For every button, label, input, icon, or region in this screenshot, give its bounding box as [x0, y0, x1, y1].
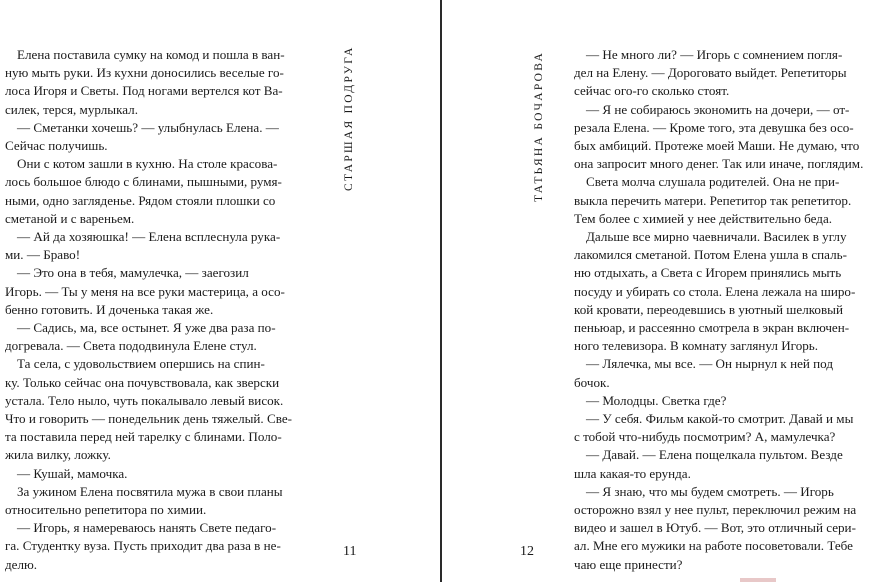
text-line: Что и говорить — понедельник день тяжелый. Све- [5, 411, 292, 427]
text-line: — Я знаю, что мы будем смотреть. — Игорь [586, 483, 834, 499]
text-line: Света молча слушала родителей. Она не при- [586, 174, 840, 190]
text-line: ного телевизора. В комнату заглянул Игорь. [574, 338, 819, 354]
text-line: та поставила перед ней тарелку с блинами. Поло- [5, 429, 282, 445]
text-line: — Кушай, мамочка. [17, 465, 128, 481]
text-line: — Ай да хозяюшка! — Елена всплеснула рука- [17, 229, 281, 245]
text-line: — Молодцы. Светка где? [586, 392, 727, 408]
text-line: Игорь. — Ты у меня на все руки мастерица, а осо- [5, 283, 285, 299]
right-page-body [574, 46, 881, 574]
text-line: осторожно взял у нее пульт, переключил режим на [574, 502, 857, 518]
text-line: — Игорь, я намереваюсь нанять Свете педаго- [17, 520, 277, 536]
text-line: ными, одно загляденье. Рядом стояли плошки со [5, 192, 276, 208]
text-line: сейчас ого-го сколько стоят. [574, 83, 730, 99]
text-line: — Лялечка, мы все. — Он нырнул к ней под [586, 356, 834, 372]
text-line: — Сметанки хочешь? — улыбнулась Елена. — [17, 119, 279, 135]
text-line: относительно репетитора по химии. [5, 502, 207, 518]
text-line: За ужином Елена посвятила мужа в свои планы [17, 483, 283, 499]
text-line: посуду и убирать со стола. Елена лежала на широ- [574, 283, 856, 299]
page-edge-mark [740, 578, 776, 582]
text-line: выкла перечить матери. Репетитор так репетитор. [574, 192, 852, 208]
text-line: бых амбиций. Протеже моей Маши. Не думаю, что [574, 138, 860, 154]
text-line: устала. Тело ныло, чуть покалывало левый висок. [5, 392, 284, 408]
text-line: силек, терся, мурлыкал. [5, 101, 138, 117]
running-head-left: СТАРШАЯ ПОДРУГА [343, 45, 355, 191]
text-line: — Садись, ма, все остынет. Я уже два раза по- [17, 320, 276, 336]
text-line: кой кровати, переодевшись в уютный шелковый [574, 301, 843, 317]
text-line: — Давай. — Елена пощелкала пультом. Везде [586, 447, 843, 463]
text-line: пеньюар, и рассеянно смотрела в экран включен- [574, 320, 850, 336]
text-line: ную мыть руки. Из кухни доносились веселые го- [5, 65, 284, 81]
text-line: ми. — Браво! [5, 247, 81, 263]
text-line: Они с котом зашли в кухню. На столе красова- [17, 156, 278, 172]
text-line: Елена поставила сумку на комод и пошла в ван- [17, 47, 285, 62]
text-line: га. Студентку вуза. Пусть приходит два раза в не- [5, 538, 281, 554]
text-line: Сейчас получишь. [5, 138, 108, 154]
text-line: — Не много ли? — Игорь с сомнением погля- [586, 47, 843, 62]
text-line: ал. Мне его мужики на работе посоветовали. Тебе [574, 538, 853, 554]
text-line: бочок. [574, 374, 610, 390]
text-line: сметаной и с вареньем. [5, 210, 135, 226]
text-line: дел на Елену. — Дороговато выйдет. Репетиторы [574, 65, 847, 81]
text-line: резала Елена. — Кроме того, эта девушка без осо- [574, 119, 854, 135]
text-line: лоса Игоря и Светы. Под ногами вертелся кот Ва- [5, 83, 283, 99]
text-line: бенно готовить. И доченька такая же. [5, 301, 214, 317]
text-line: ку. Только сейчас она почувствовала, как зверски [5, 374, 280, 390]
page-number-right: 12 [520, 544, 534, 559]
gutter-divider [440, 0, 442, 582]
text-line: лакомился сметаной. Потом Елена ушла в спаль- [574, 247, 847, 263]
text-line: она запросит много денег. Так или иначе, поглядим. [574, 156, 864, 172]
left-page-body [5, 46, 310, 574]
text-line: Тем более с химией у нее действительно беда. [574, 210, 833, 226]
text-line: шла какая-то ерунда. [574, 465, 691, 481]
text-line: ню отдыхать, а Света с Игорем принялись мыть [574, 265, 842, 281]
text-line: с тобой что-нибудь посмотрим? А, мамулечка? [574, 429, 836, 445]
text-line: Та села, с удовольствием опершись на спин- [17, 356, 265, 372]
text-line: чаю еще принести? [574, 556, 683, 572]
running-head-right: ТАТЬЯНА БОЧАРОВА [533, 50, 545, 202]
text-line: видео и зашел в Ютуб. — Вот, это отличный сери- [574, 520, 856, 536]
text-line: догревала. — Света пододвинула Елене стул. [5, 338, 257, 354]
text-line: Дальше все мирно чаевничали. Василек в углу [586, 229, 847, 245]
text-line: — У себя. Фильм какой-то смотрит. Давай и мы [586, 411, 854, 427]
page-number-left: 11 [343, 544, 357, 559]
text-line: лось большое блюдо с блинами, пышными, румя- [5, 174, 282, 190]
text-line: — Это она в тебя, мамулечка, — заегозил [17, 265, 249, 281]
text-line: делю. [5, 556, 38, 572]
text-line: — Я не собираюсь экономить на дочери, — от- [586, 101, 850, 117]
text-line: жила вилку, ложку. [5, 447, 111, 463]
